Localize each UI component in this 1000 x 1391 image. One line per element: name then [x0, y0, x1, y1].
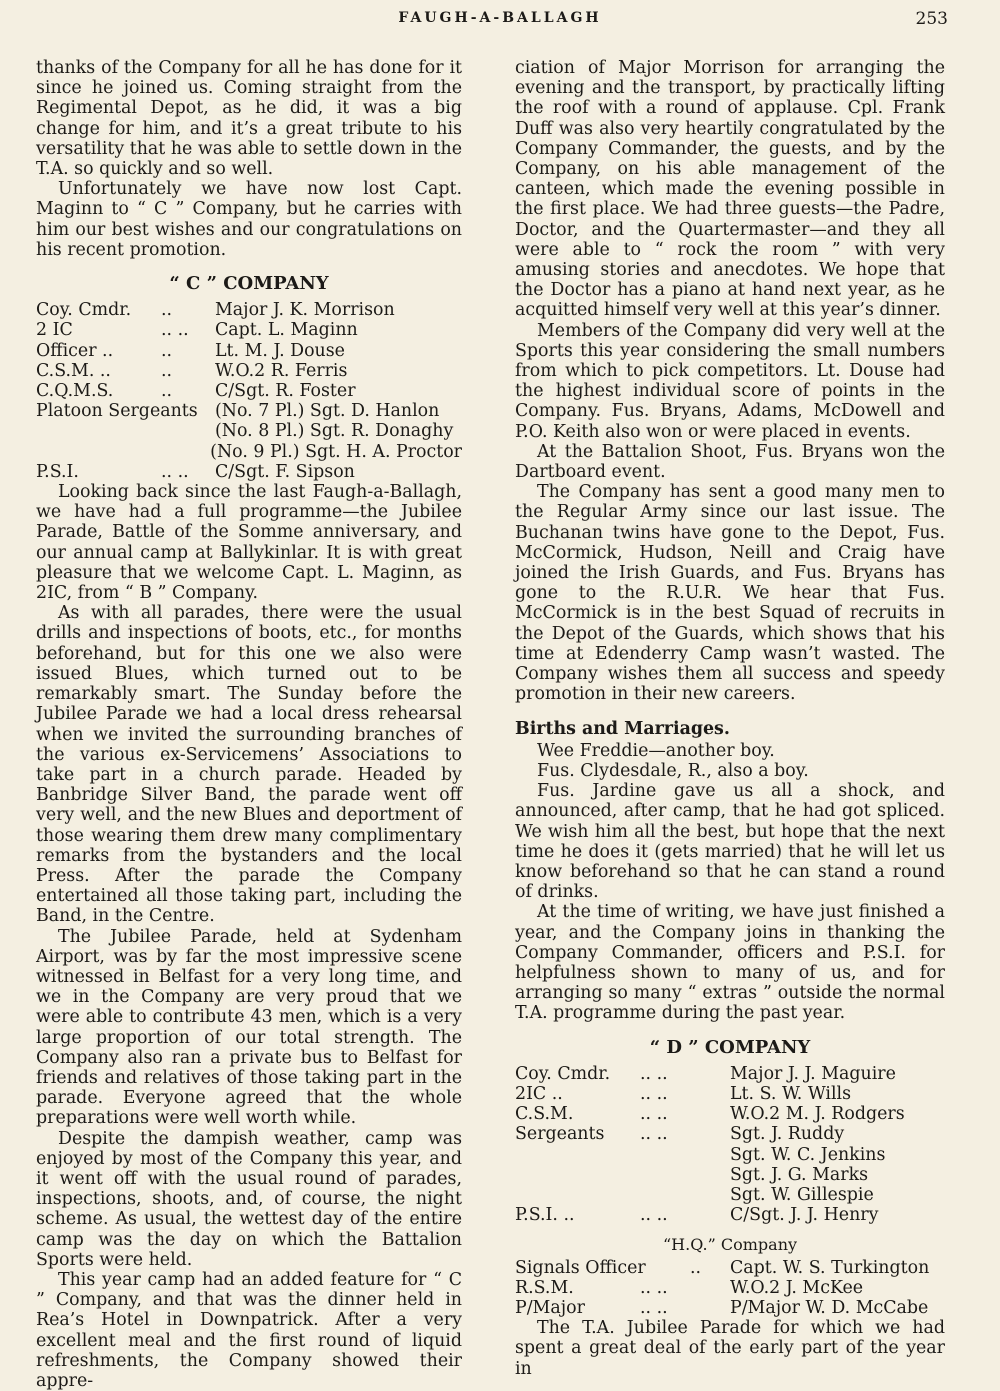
roster-row [515, 1185, 945, 1205]
d-company-heading: “ D ” COMPANY [649, 1036, 811, 1058]
roster-dots [640, 1145, 730, 1165]
roster-name: Sgt. J. G. Marks [730, 1164, 869, 1185]
roster-name: Lt. M. J. Douse [215, 340, 345, 361]
roster-role: Sergeants [515, 1124, 605, 1145]
roster-dots: .. .. [640, 1104, 668, 1125]
roster-role [515, 1165, 640, 1185]
paragraph: At the Battalion Shoot, Fus. Bryans won the Dartboard event. [515, 441, 945, 483]
roster-name: W.O.2 J. McKee [730, 1277, 864, 1298]
roster-role: C.Q.M.S. [36, 381, 114, 402]
roster-dots: .. .. [640, 1205, 668, 1226]
roster-role: Platoon Sergeants [36, 401, 198, 422]
roster-row [36, 381, 462, 401]
roster-role [36, 421, 215, 441]
roster-dots: .. .. [161, 461, 189, 482]
roster-dots: .. .. [640, 1124, 668, 1145]
running-title: FAUGH-A-BALLAGH [398, 10, 602, 26]
c-company-heading: “ C ” COMPANY [169, 273, 329, 295]
roster-role: Coy. Cmdr. [515, 1063, 611, 1084]
roster-role [36, 442, 210, 462]
roster-dots: .. .. [640, 1083, 668, 1104]
paragraph: Despite the dampish weather, camp was enjoyed by most of the Company this year, and it went off with the usual round of parades, inspections, shoots, and, of course, the night scheme. As usual, the wettest day of the entire camp was the day on which the Battalion Sports were held. [36, 1128, 462, 1270]
roster-row [515, 1084, 945, 1104]
paragraph: Looking back since the last Faugh-a-Ballagh, we have had a full programme—the Jubilee Parade, Battle of the Somme anniversary, and our annual camp at Ballykinlar. It is with great pleasure that we welcome Capt. L. Maginn, as 2IC, from “ B ” Company. [36, 482, 462, 604]
roster-role: P.S.I. [36, 461, 79, 482]
paragraph: At the time of writing, we have just finished a year, and the Company joins in thanking the Company Commander, officers and P.S.I. for helpfulness shown to many of us, and for arranging so many “ extras ” outside the normal T.A. programme during the past year. [515, 902, 945, 1024]
roster-role: Officer .. [36, 340, 114, 361]
roster-name: Lt. S. W. Wills [730, 1083, 852, 1104]
roster-row [36, 361, 462, 381]
roster-dots: .. [161, 300, 173, 321]
roster-row [36, 300, 462, 320]
roster-name: Major J. J. Maguire [730, 1063, 896, 1084]
paragraph: Fus. Clydesdale, R., also a boy. [537, 760, 809, 781]
paragraph: Wee Freddie—another boy. [537, 740, 775, 761]
roster-role: C.S.M. .. [36, 360, 111, 381]
roster-role: Signals Officer [515, 1257, 646, 1278]
roster-dots: .. [161, 381, 173, 402]
paragraph: As with all parades, there were the usual drills and inspections of boots, etc., for months beforehand, but for this one we also were issued Blues, which turned out to be remarkably smart. The Sunday before the Jubilee Parade we had a local dress rehearsal when we invited the surrounding branches of the various ex-Servicemens’ Associations to take part in a church parade. Headed by Banbridge Silver Band, the parade went off very well, and the new Blues and deportment of those wearing them drew many complimentary remarks from the bystanders and the local Press. After the parade the Company entertained all those taking part, including the Band, in the Centre. [36, 603, 462, 927]
births-marriages-heading: Births and Marriages. [515, 718, 730, 739]
page-number: 253 [915, 9, 948, 29]
roster-role: R.S.M. [515, 1277, 574, 1298]
roster-name: Major J. K. Morrison [215, 300, 395, 321]
roster-row [36, 442, 462, 462]
roster-role: 2 IC [36, 320, 73, 341]
paragraph: thanks of the Company for all he has done for it since he joined us. Coming straight from the Regimental Depot, as he did, it was a big change for him, and it’s a great tribute to his versatility that he was able to settle down in the T.A. so quickly and so well. [36, 58, 462, 180]
hq-company-heading: “H.Q.” Company [662, 1235, 798, 1255]
paragraph: The Jubilee Parade, held at Sydenham Airport, was by far the most impressive scene witnessed in Belfast for a very long time, and we in the Company are very proud that we were able to contribute 43 men, which is a very large proportion of our total strength. The Company also ran a private bus to Belfast for friends and relatives of those taking part in the parade. Everyone agreed that the whole preparations were well worth while. [36, 926, 462, 1129]
roster-row [515, 1278, 945, 1298]
roster-name: C/Sgt. F. Sipson [215, 461, 355, 482]
roster-dots: .. .. [640, 1277, 668, 1298]
roster-dots: .. .. [640, 1063, 668, 1084]
paragraph: The T.A. Jubilee Parade for which we had spent a great deal of the early part of the year in [515, 1318, 945, 1379]
roster-name: Capt. W. S. Turkington [730, 1257, 930, 1278]
roster-row [36, 341, 462, 361]
paragraph: ciation of Major Morrison for arranging the evening and the transport, by practically lifting the roof with a round of applause. Cpl. Frank Duff was also very heartily congratulated by the Company Commander, the guests, and by the Company, on his able management of the canteen, which made the evening possible in the first place. We had three guests—the Padre, Doctor, and the Quartermaster—and they all were able to “ rock the room ” with very amusing stories and anecdotes. We hope that the Doctor has a piano at hand next year, as he acquitted himself very well at this year’s dinner. [515, 58, 945, 321]
hq-company-roster [515, 1258, 945, 1319]
roster-name: C/Sgt. R. Foster [215, 381, 356, 402]
left-column [36, 58, 462, 1391]
right-column [515, 58, 945, 1379]
roster-dots: .. [690, 1257, 702, 1278]
roster-role: P/Major [515, 1297, 585, 1318]
page-header [0, 10, 1000, 32]
paragraph: Unfortunately we have now lost Capt. Maginn to “ C ” Company, but he carries with him our best wishes and our congratulations on his recent promotion. [36, 179, 462, 260]
roster-role: P.S.I. .. [515, 1205, 575, 1226]
paragraph: This year camp had an added feature for “ C ” Company, and that was the dinner held in Rea’s Hotel in Downpatrick. After a very excellent meal and the first round of liquid refreshments, the Company showed their appre- [36, 1269, 462, 1391]
d-company-roster [515, 1064, 945, 1226]
roster-name: P/Major W. D. McCabe [730, 1297, 929, 1318]
roster-row [36, 320, 462, 340]
paragraph: Members of the Company did very well at the Sports this year considering the small numbers from which to pick competitors. Lt. Douse had the highest individual score of points in the Company. Fus. Bryans, Adams, McDowell and P.O. Keith also won or were placed in events. [515, 320, 945, 442]
roster-row [515, 1064, 945, 1084]
roster-row [515, 1165, 945, 1185]
roster-name: Capt. L. Maginn [215, 320, 358, 341]
roster-name: Sgt. W. C. Jenkins [730, 1144, 886, 1165]
roster-name: Sgt. W. Gillespie [730, 1184, 874, 1205]
roster-row [36, 401, 462, 421]
roster-role [515, 1185, 640, 1205]
c-company-roster [36, 300, 462, 482]
roster-dots [640, 1165, 730, 1185]
roster-dots [640, 1185, 730, 1205]
roster-role: 2IC .. [515, 1083, 563, 1104]
roster-row [515, 1258, 945, 1278]
roster-dots: .. .. [640, 1297, 668, 1318]
roster-dots: .. [161, 340, 173, 361]
paragraph: Fus. Jardine gave us all a shock, and announced, after camp, that he had got spliced. We wish him all the best, but hope that the next time he does it (gets married) that he will let us know beforehand so that he can stand a round of drinks. [515, 781, 945, 903]
roster-name: W.O.2 R. Ferris [215, 360, 348, 381]
roster-row [515, 1205, 945, 1225]
roster-row [515, 1124, 945, 1144]
roster-row [515, 1104, 945, 1124]
roster-row [36, 421, 462, 441]
roster-name: (No. 8 Pl.) Sgt. R. Donaghy [215, 421, 454, 442]
roster-name: W.O.2 M. J. Rodgers [730, 1104, 905, 1125]
roster-row [515, 1145, 945, 1165]
roster-dots: .. [161, 360, 173, 381]
roster-row [515, 1298, 945, 1318]
roster-role: C.S.M. [515, 1104, 574, 1125]
roster-name: (No. 9 Pl.) Sgt. H. A. Proctor [210, 441, 462, 462]
paragraph: The Company has sent a good many men to the Regular Army since our last issue. The Buchanan twins have gone to the Depot, Fus. McCormick, Hudson, Neill and Craig have joined the Irish Guards, and Fus. Bryans has gone to the R.U.R. We hear that Fus. McCormick is in the best Squad of recruits in the Depot of the Guards, which shows that his time at Edenderry Camp wasn’t wasted. The Company wishes them all success and speedy promotion in their new careers. [515, 482, 945, 705]
roster-dots: .. .. [161, 320, 189, 341]
roster-row [36, 462, 462, 482]
roster-role: Coy. Cmdr. [36, 300, 132, 321]
roster-name: Sgt. J. Ruddy [730, 1124, 845, 1145]
roster-role [515, 1145, 640, 1165]
roster-name: C/Sgt. J. J. Henry [730, 1205, 879, 1226]
roster-name: (No. 7 Pl.) Sgt. D. Hanlon [215, 401, 440, 422]
